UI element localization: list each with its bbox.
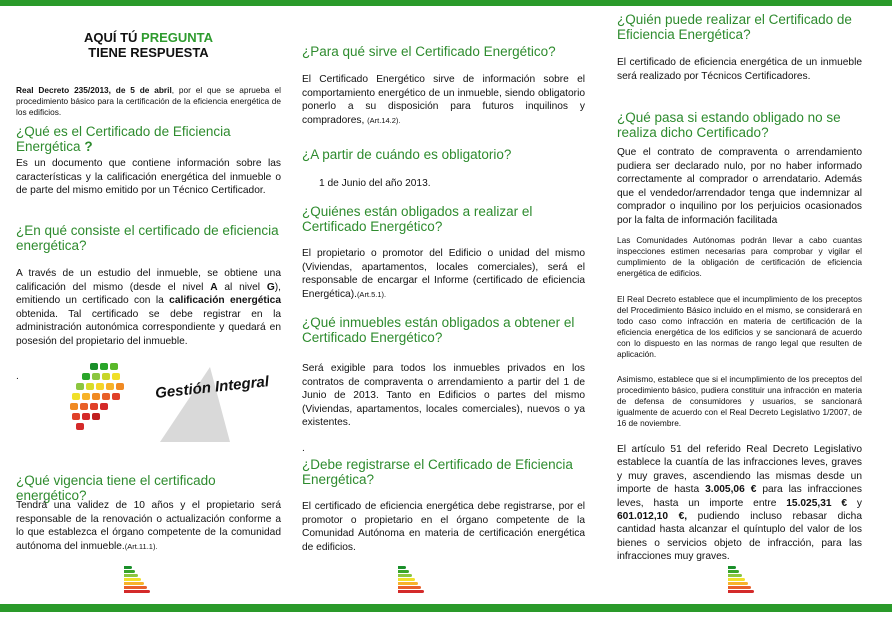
question-5: ¿A partir de cuándo es obligatorio? xyxy=(302,147,512,162)
question-1: ¿Qué es el Certificado de Eficiencia Energética ? xyxy=(16,124,231,154)
paragraph-infraction: El Real Decreto establece que el incumplimiento de los preceptos del Procedimiento Básico incluido en el mismo, se considerará en todo caso como infracción en materia de certificación de la eficiencia energética de los edificios y se sancionará de acuerdo con lo dispuesto en las normas de rango legal que resulten de aplicación. xyxy=(617,294,862,359)
answer-1: Es un documento que contiene información sobre las características y la calificación energética del inmueble o de parte del mismo emitido por un Técnico Certificador. xyxy=(16,158,281,196)
answer-8: El certificado de eficiencia energética debe registrarse, por el promotor o propietario en el órgano competente de la Comunidad Autónoma en materia de certificación energética de edificios. xyxy=(302,501,585,553)
paragraph-consumers: Asimismo, establece que si el incumplimiento de los preceptos del procedimiento básico, pudiera constituir una infracción en materia de defensa de consumidores y usuarios, se sancionará igualmente de acuerdo con el Real Decreto Legislativo 1/2007, de 16 de noviembre. xyxy=(617,374,862,428)
energy-label-icon xyxy=(398,566,426,596)
title-text: AQUÍ TÚ xyxy=(83,30,142,45)
question-3: ¿Qué vigencia tiene el certificado energético? xyxy=(16,473,216,503)
answer-5: 1 de Junio del año 2013. xyxy=(319,178,431,189)
logo-text: Gestión Integral xyxy=(154,373,270,402)
bottom-green-bar xyxy=(0,604,892,612)
brochure-title xyxy=(16,30,281,60)
stray-dot-2: . xyxy=(302,443,305,454)
paragraph-fines: El artículo 51 del referido Real Decreto Legislativo establece la cuantía de las infracciones leves, graves y muy graves, ascendiendo las mismas desde un importe de hasta 3.005,06 € para las infracciones leves, hasta un importe entre 15.025,31 € y 601.012,10 €, pudiendo incluso rebasar dicha cantidad hasta alcanzar el quíntuplo del valor de los bienes o servicios objeto de infracción, para las infracciones muy graves. xyxy=(617,444,863,563)
question-7: ¿Qué inmuebles están obligados a obtener el Certificado Energético? xyxy=(302,315,575,345)
answer-6: El propietario o promotor del Edificio o unidad del mismo (Viviendas, apartamentos, locales comerciales), será el responsable de encargar el Informe (certificado de eficiencia Energética).(Art.5.1). xyxy=(302,248,585,300)
answer-4: El Certificado Energético sirve de información sobre el comportamiento energético de un inmueble, siendo obligatorio ponerlo a su disposición para futuros inquilinos y compradores, (Art.14.2). xyxy=(302,74,585,126)
question-6: ¿Quiénes están obligados a realizar el Certificado Energético? xyxy=(302,204,533,234)
question-2: ¿En qué consiste el certificado de eficiencia energética? xyxy=(16,223,279,253)
answer-2: A través de un estudio del inmueble, se obtiene una calificación del mismo (desde el nivel A al nivel G), emitiendo un certificado con la calificación energética obtenida. Tal certificado se debe registrar en la administración autonómica correspondiente y quedará en posesión del propietario del inmueble. xyxy=(16,268,281,347)
answer-7: Será exigible para todos los inmuebles privados en los contratos de compraventa o arrendamiento a partir del 1 de Junio de 2013. Tanto en Edificios o partes del mismo (Viviendas, apartamentos, locales comerciales), nuevos o ya existentes. xyxy=(302,363,585,428)
answer-10: Que el contrato de compraventa o arrendamiento pudiera ser declarado nulo, por no haber informado correctamente al comprador o arrendatario. Además que el vendedor/arrendador tenga que indemnizar al comprador o inquilino por los perjuicios ocasionados por la falta de información facilitada xyxy=(617,147,862,226)
answer-9: El certificado de eficiencia energética de un inmueble será realizado por Técnicos Certificadores. xyxy=(617,57,862,82)
question-8: ¿Debe registrarse el Certificado de Eficiencia Energética? xyxy=(302,457,573,487)
title-line2: TIENE RESPUESTA xyxy=(88,45,209,60)
energy-label-logo-icon xyxy=(60,357,242,442)
question-10: ¿Qué pasa si estando obligado no se realiza dicho Certificado? xyxy=(617,110,841,140)
question-9: ¿Quién puede realizar el Certificado de Eficiencia Energética? xyxy=(617,12,852,42)
stray-dot: . xyxy=(16,371,19,382)
question-4: ¿Para qué sirve el Certificado Energético? xyxy=(302,44,556,59)
paragraph-inspections: Las Comunidades Autónomas podrán llevar a cabo cuantas inspecciones estimen necesarias para comprobar y vigilar el cumplimiento de la obligación de certificación de eficiencia energética de edificios. xyxy=(617,235,862,278)
energy-label-icon xyxy=(728,566,756,596)
gestion-integral-logo xyxy=(60,357,270,442)
energy-label-icon xyxy=(124,566,152,596)
answer-3: Tendrá una validez de 10 años y el propietario será responsable de la renovación o actualización conforme a lo que establezca el órgano competente de la comunidad autónoma del inmueble.(Art.11.1). xyxy=(16,500,281,552)
decree-intro: Real Decreto 235/2013, de 5 de abril, por el que se aprueba el procedimiento básico para la certificación de la eficiencia energética de los edificios. xyxy=(16,85,281,117)
title-highlight: PREGUNTA xyxy=(141,30,214,45)
top-green-bar xyxy=(0,0,892,6)
